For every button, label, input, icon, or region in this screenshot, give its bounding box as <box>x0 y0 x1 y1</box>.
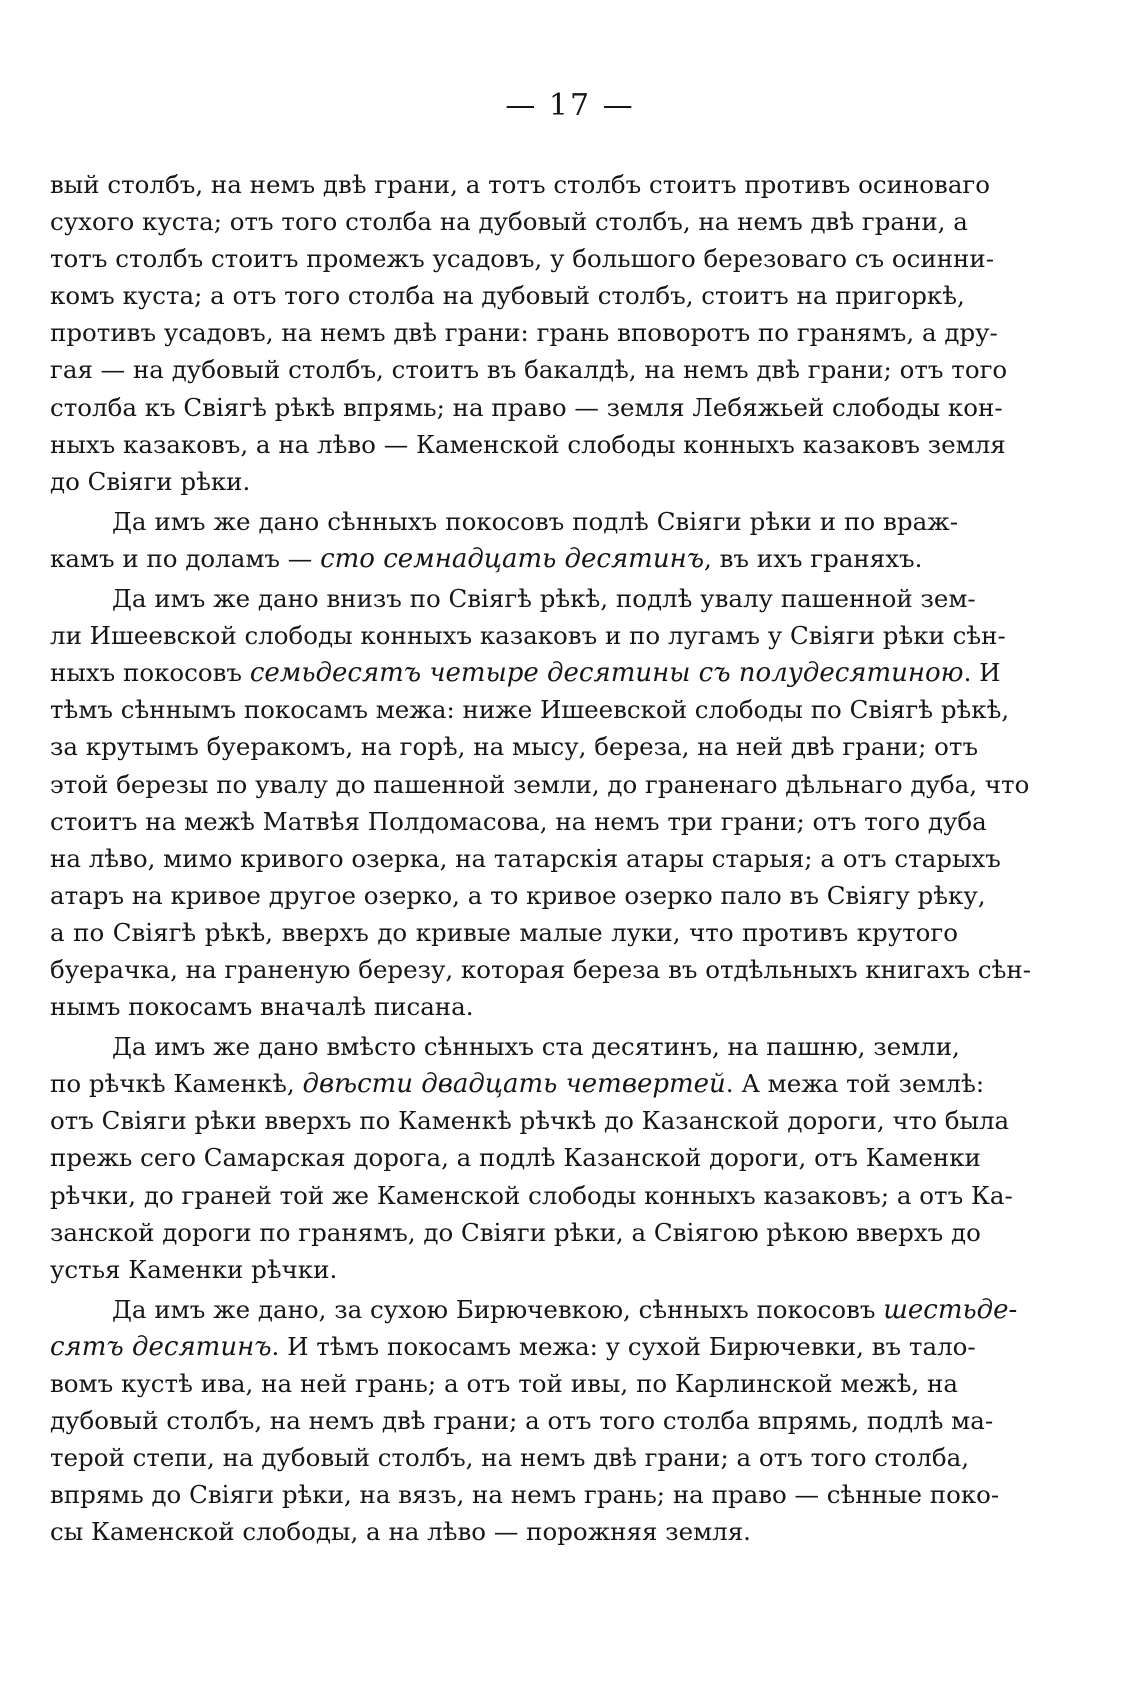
line-text: Да имъ же дано вмѣсто сѣнныхъ ста десятинъ, на пашню, земли, <box>112 1032 960 1062</box>
line-text: дубовый столбъ, на немъ двѣ грани; а отъ того столба впрямь, подлѣ ма- <box>50 1406 994 1436</box>
text-line <box>50 1102 1010 1139</box>
text-line <box>50 1476 1000 1513</box>
page-number: — 17 — <box>505 88 635 123</box>
line-text: противъ усадовъ, на немъ двѣ грани: грань вповоротъ по гранямъ, а дру- <box>50 318 998 348</box>
text-line <box>50 951 1032 988</box>
text-line <box>50 766 1030 803</box>
line-text: ныхъ покосовъ <box>50 658 250 688</box>
text-line <box>50 1291 1018 1328</box>
line-text: по рѣчкѣ Каменкѣ, <box>50 1069 303 1099</box>
text-line <box>50 540 958 577</box>
line-text: Да имъ же дано сѣнныхъ покосовъ подлѣ Свіяги рѣки и по враж- <box>112 506 958 536</box>
paragraph <box>50 1291 1018 1551</box>
line-text: . И тѣмъ покосамъ межа: у сухой Бирючевки, въ тало- <box>271 1331 976 1361</box>
line-text: сухого куста; отъ того столба на дубовый столбъ, на немъ двѣ грани, а <box>50 207 968 237</box>
emphasized-text: сто семнадцать десятинъ <box>320 543 705 574</box>
paragraph <box>50 166 1008 500</box>
emphasized-text: сятъ десятинъ <box>50 1331 272 1362</box>
text-line <box>50 351 1008 388</box>
text-line <box>50 1328 976 1365</box>
text-line <box>50 1028 958 1065</box>
text-line <box>50 1513 958 1550</box>
line-text: вый столбъ, на немъ двѣ грани, а тотъ столбъ стоитъ противъ осиноваго <box>50 170 991 199</box>
line-text: атаръ на кривое другое озерко, а то кривое озерко пало въ Свіягу рѣку, <box>50 880 986 910</box>
line-text: тѣмъ сѣннымъ покосамъ межа: ниже Ишеевской слободы по Свіягѣ рѣкѣ, <box>50 695 1010 725</box>
line-text: впрямь до Свіяги рѣки, на вязъ, на немъ грань; на право — сѣнные поко- <box>50 1480 1000 1510</box>
line-text: гая — на дубовый столбъ, стоитъ въ бакалдѣ, на немъ двѣ грани; отъ того <box>50 355 1008 385</box>
text-line <box>50 463 958 500</box>
paragraph <box>50 580 1032 1025</box>
line-text: комъ куста; а отъ того столба на дубовый столбъ, стоитъ на пригоркѣ, <box>50 281 965 311</box>
line-text: до Свіяги рѣки. <box>50 466 251 496</box>
text-line <box>50 277 965 314</box>
line-text: прежь сего Самарская дорога, а подлѣ Казанской дороги, отъ Каменки <box>50 1143 981 1173</box>
line-text: стоитъ на межѣ Матвѣя Полдомасова, на немъ три грани; отъ того дуба <box>50 806 987 836</box>
line-text: Да имъ же дано внизъ по Свіягѣ рѣкѣ, подлѣ увалу пашенной зем- <box>112 584 976 614</box>
text-line <box>50 988 958 1025</box>
text-line <box>50 166 991 203</box>
text-line <box>50 426 1006 463</box>
text-line <box>50 728 979 765</box>
line-text: буерачка, на граненую березу, которая береза въ отдѣльныхъ книгахъ сѣн- <box>50 954 1032 984</box>
paragraph <box>50 1028 1013 1288</box>
line-text: рѣчки, до граней той же Каменской слободы конныхъ казаковъ; а отъ Ка- <box>50 1180 1013 1210</box>
text-line <box>50 1177 1013 1214</box>
line-text: занской дороги по гранямъ, до Свіяги рѣки, а Свіягою рѣкою вверхъ до <box>50 1217 981 1247</box>
text-line <box>50 654 1001 691</box>
line-text: столба къ Свіягѣ рѣкѣ впрямь; на право — земля Лебяжьей слободы кон- <box>50 392 1003 422</box>
emphasized-text: семьдесятъ четыре десятины съ полудесятиною <box>249 658 964 689</box>
line-text: за крутымъ буеракомъ, на горѣ, на мысу, береза, на ней двѣ грани; отъ <box>50 732 979 762</box>
line-text: этой березы по увалу до пашенной земли, до граненаго дѣльнаго дуба, что <box>50 769 1030 799</box>
line-text: вомъ кустѣ ива, на ней грань; а отъ той ивы, по Карлинской межѣ, на <box>50 1369 958 1398</box>
line-text: ли Ишеевской слободы конныхъ казаковъ и по лугамъ у Свіяги рѣки сѣн- <box>50 621 1006 651</box>
line-text: Да имъ же дано, за сухою Бирючевкою, сѣнныхъ покосовъ <box>112 1294 884 1324</box>
text-line <box>50 914 958 951</box>
line-text: устья Каменки рѣчки. <box>50 1254 338 1284</box>
line-text: тотъ столбъ стоитъ промежъ усадовъ, у большого березоваго съ осинни- <box>50 244 994 274</box>
text-line <box>50 877 986 914</box>
body-text <box>50 166 1032 1550</box>
text-line <box>50 1365 958 1402</box>
text-line <box>50 240 994 277</box>
line-text: отъ Свіяги рѣки вверхъ по Каменкѣ рѣчкѣ до Казанской дороги, что была <box>50 1106 1010 1136</box>
text-line <box>50 389 1003 426</box>
text-line <box>50 1139 981 1176</box>
text-line <box>50 1402 994 1439</box>
text-line <box>50 617 1006 654</box>
emphasized-text: двѣсти двадцать четвертей <box>302 1069 726 1100</box>
line-text: на лѣво, мимо кривого озерка, на татарскія атары старыя; а отъ старыхъ <box>50 843 1001 873</box>
text-line <box>50 503 958 540</box>
text-line <box>50 580 976 617</box>
text-line <box>50 840 1001 877</box>
line-text: . И <box>963 658 1001 688</box>
line-text: сы Каменской слободы, а на лѣво — порожняя земля. <box>50 1517 751 1547</box>
line-text: камъ и по доламъ — <box>50 543 321 573</box>
line-text: . А межа той землѣ: <box>725 1069 985 1099</box>
text-line <box>50 803 987 840</box>
text-line <box>50 1214 981 1251</box>
text-line <box>50 314 998 351</box>
line-text: , въ ихъ граняхъ. <box>704 543 923 573</box>
emphasized-text: шестьде- <box>883 1294 1018 1325</box>
line-text: а по Свіягѣ рѣкѣ, вверхъ до кривые малые луки, что противъ крутого <box>50 917 958 947</box>
text-line <box>50 1251 958 1288</box>
text-line <box>50 1439 969 1476</box>
line-text: нымъ покосамъ вначалѣ писана. <box>50 992 474 1022</box>
line-text: терой степи, на дубовый столбъ, на немъ двѣ грани; а отъ того столба, <box>50 1443 969 1473</box>
text-line <box>50 1065 985 1102</box>
paragraph <box>50 503 958 577</box>
text-line <box>50 691 1010 728</box>
line-text: ныхъ казаковъ, а на лѣво — Каменской слободы конныхъ казаковъ земля <box>50 429 1006 459</box>
text-line <box>50 203 968 240</box>
